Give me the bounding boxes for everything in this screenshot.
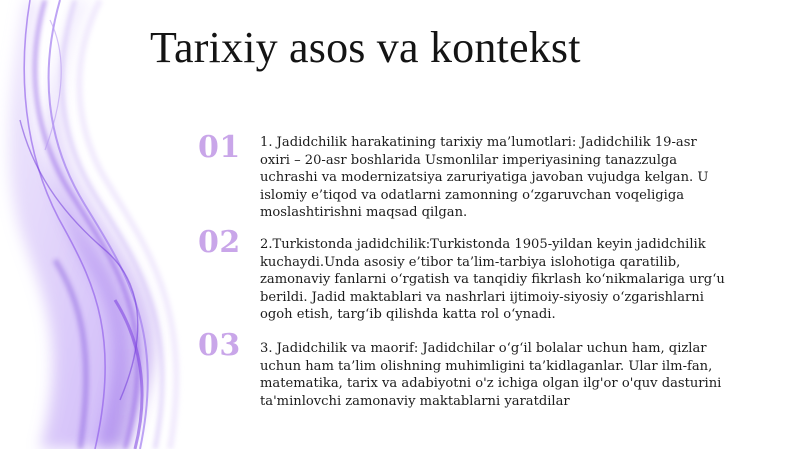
item-number-02: 02 — [198, 225, 241, 260]
item-text-01: 1. Jadidchilik harakatining tarixiy ma’lumotlari: Jadidchilik 19-asr oxiri – 20-asr boshlarida Usmonlilar imperiyasining tanazzulga uchrashi va modernizatsiya zaruriyatiga javoban vujudga kelgan. U islomiy e’tiqod va odatlarni zamonning o‘zgaruvchan voqeligiga moslashtirishni maqsad qilgan. — [260, 135, 709, 221]
item-number-01: 01 — [198, 130, 241, 165]
item-number-03: 03 — [198, 328, 241, 363]
item-text-02: 2.Turkistonda jadidchilik:Turkistonda 1905-yildan keyin jadidchilik kuchaydi.Unda asosiy e’tibor ta’lim-tarbiya islohotiga qaratilib, zamonaviy fanlarni o‘rgatish va tanqidiy fikrlash ko‘nikmalariga urg‘u berildi. Jadid maktablari va nashrlari ijtimoiy-siyosiy o‘zgarishlarni ogoh etish, targ‘ib qilishda katta rol o‘ynadi. — [260, 237, 725, 323]
slide-title: Tarixiy asos va kontekst — [150, 23, 581, 72]
item-text-03: 3. Jadidchilik va maorif: Jadidchilar o‘g‘il bolalar uchun ham, qizlar uchun ham ta’lim olishning muhimligini ta’kidlaganlar. Ular ilm-fan, matematika, tarix va adabiyotni o'z ichiga olgan ilg'or o'quv dasturini ta'minlovchi zamonaviy maktablarni yaratdilar — [260, 341, 722, 409]
